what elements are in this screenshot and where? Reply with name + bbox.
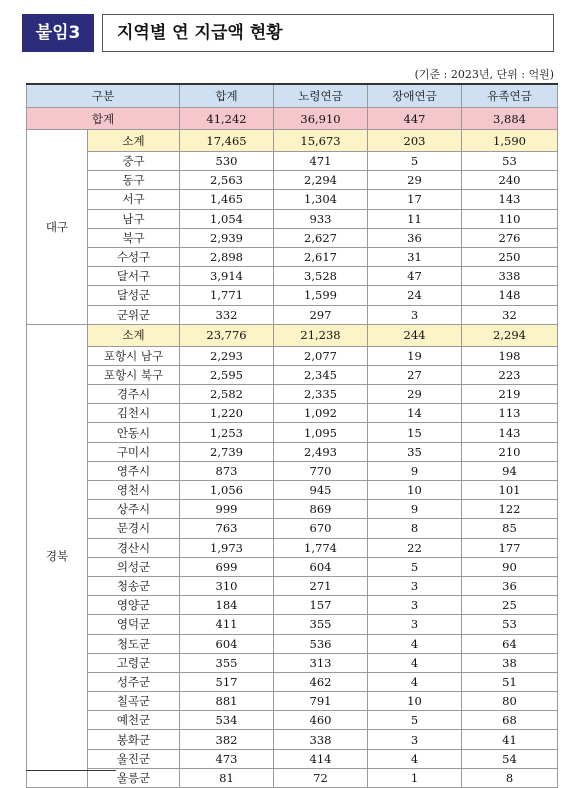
table-row <box>27 365 558 384</box>
district-name: 중구 <box>88 152 180 171</box>
district-name: 울릉군 <box>88 768 180 787</box>
table-row <box>27 672 558 691</box>
district-name: 성주군 <box>88 672 180 691</box>
table-cell: 143 <box>462 423 558 442</box>
table-cell: 462 <box>274 672 368 691</box>
table-cell: 2,335 <box>274 385 368 404</box>
table-row <box>27 461 558 480</box>
title-box <box>102 14 554 52</box>
table-cell: 414 <box>274 749 368 768</box>
table-cell: 10 <box>368 692 462 711</box>
table-cell: 32 <box>462 305 558 324</box>
subtotal-cell: 203 <box>368 130 462 152</box>
table-row <box>27 404 558 423</box>
table-cell: 355 <box>180 653 274 672</box>
table-cell: 53 <box>462 152 558 171</box>
table-row <box>27 152 558 171</box>
district-name: 고령군 <box>88 653 180 672</box>
table-cell: 1,465 <box>180 190 274 209</box>
district-name: 경산시 <box>88 538 180 557</box>
table-cell: 10 <box>368 481 462 500</box>
table-cell: 2,493 <box>274 442 368 461</box>
table-cell: 80 <box>462 692 558 711</box>
table-cell: 35 <box>368 442 462 461</box>
table-cell: 1,771 <box>180 286 274 305</box>
table-cell: 276 <box>462 228 558 247</box>
table-cell: 31 <box>368 247 462 266</box>
column-header: 유족연금 <box>462 84 558 108</box>
table-row <box>27 481 558 500</box>
district-name: 영주시 <box>88 461 180 480</box>
district-name: 서구 <box>88 190 180 209</box>
table-cell: 4 <box>368 749 462 768</box>
table-cell: 5 <box>368 152 462 171</box>
table-cell: 1,220 <box>180 404 274 423</box>
district-name: 수성구 <box>88 247 180 266</box>
column-header: 노령연금 <box>274 84 368 108</box>
subtotal-row <box>27 130 558 152</box>
table-cell: 148 <box>462 286 558 305</box>
total-row <box>27 108 558 130</box>
district-name: 문경시 <box>88 519 180 538</box>
table-row <box>27 500 558 519</box>
table-cell: 15 <box>368 423 462 442</box>
table-cell: 25 <box>462 596 558 615</box>
table-cell: 3,528 <box>274 267 368 286</box>
subtotal-cell: 23,776 <box>180 324 274 346</box>
table-cell: 24 <box>368 286 462 305</box>
district-name: 군위군 <box>88 305 180 324</box>
total-label: 합계 <box>27 108 180 130</box>
district-name: 달서구 <box>88 267 180 286</box>
column-header: 장애연금 <box>368 84 462 108</box>
table-cell: 85 <box>462 519 558 538</box>
table-row <box>27 538 558 557</box>
district-name: 동구 <box>88 171 180 190</box>
district-name: 칠곡군 <box>88 692 180 711</box>
district-name: 김천시 <box>88 404 180 423</box>
subtotal-cell: 21,238 <box>274 324 368 346</box>
table-cell: 2,077 <box>274 346 368 365</box>
table-cell: 210 <box>462 442 558 461</box>
subtotal-cell: 2,294 <box>462 324 558 346</box>
table-cell: 8 <box>368 519 462 538</box>
district-name: 북구 <box>88 228 180 247</box>
table-cell: 471 <box>274 152 368 171</box>
table-cell: 933 <box>274 209 368 228</box>
column-header: 합계 <box>180 84 274 108</box>
table-cell: 699 <box>180 557 274 576</box>
district-name: 안동시 <box>88 423 180 442</box>
table-cell: 530 <box>180 152 274 171</box>
table-cell: 198 <box>462 346 558 365</box>
table-cell: 2,627 <box>274 228 368 247</box>
table-cell: 68 <box>462 711 558 730</box>
table-cell: 94 <box>462 461 558 480</box>
table-cell: 310 <box>180 576 274 595</box>
table-row <box>27 711 558 730</box>
table-cell: 999 <box>180 500 274 519</box>
table-cell: 1,054 <box>180 209 274 228</box>
table-cell: 5 <box>368 557 462 576</box>
total-cell: 36,910 <box>274 108 368 130</box>
table-cell: 29 <box>368 385 462 404</box>
table-cell: 113 <box>462 404 558 423</box>
table-cell: 3 <box>368 305 462 324</box>
page-header <box>22 14 554 52</box>
table-cell: 332 <box>180 305 274 324</box>
table-cell: 64 <box>462 634 558 653</box>
table-cell: 9 <box>368 500 462 519</box>
table-row <box>27 557 558 576</box>
table-cell: 3 <box>368 615 462 634</box>
table-cell: 53 <box>462 615 558 634</box>
total-cell: 447 <box>368 108 462 130</box>
district-name: 울진군 <box>88 749 180 768</box>
table-cell: 1,092 <box>274 404 368 423</box>
table-cell: 2,898 <box>180 247 274 266</box>
table-cell: 881 <box>180 692 274 711</box>
table-cell: 2,939 <box>180 228 274 247</box>
table-row <box>27 267 558 286</box>
table-cell: 2,582 <box>180 385 274 404</box>
unit-note: (기준 : 2023년, 단위 : 억원) <box>414 68 554 81</box>
table-cell: 355 <box>274 615 368 634</box>
district-name: 청도군 <box>88 634 180 653</box>
table-row <box>27 442 558 461</box>
district-name: 남구 <box>88 209 180 228</box>
attachment-badge: 붙임3 <box>22 14 94 52</box>
column-header: 구분 <box>27 84 180 108</box>
table-cell: 3 <box>368 576 462 595</box>
table-cell: 2,563 <box>180 171 274 190</box>
table-cell: 945 <box>274 481 368 500</box>
table-cell: 250 <box>462 247 558 266</box>
table-cell: 177 <box>462 538 558 557</box>
region-label: 대구 <box>27 130 88 325</box>
table-row <box>27 346 558 365</box>
table-cell: 22 <box>368 538 462 557</box>
table-cell: 157 <box>274 596 368 615</box>
table-cell: 8 <box>462 768 558 787</box>
table-cell: 17 <box>368 190 462 209</box>
table-cell: 240 <box>462 171 558 190</box>
district-name: 포항시 남구 <box>88 346 180 365</box>
table-cell: 1 <box>368 768 462 787</box>
district-name: 봉화군 <box>88 730 180 749</box>
table-cell: 2,293 <box>180 346 274 365</box>
table-cell: 338 <box>462 267 558 286</box>
subtotal-cell: 15,673 <box>274 130 368 152</box>
table-row <box>27 171 558 190</box>
table-cell: 3 <box>368 596 462 615</box>
table-cell: 5 <box>368 711 462 730</box>
total-cell: 41,242 <box>180 108 274 130</box>
table-cell: 72 <box>274 768 368 787</box>
table-cell: 313 <box>274 653 368 672</box>
table-header-row <box>27 84 558 108</box>
table-cell: 219 <box>462 385 558 404</box>
subtotal-row <box>27 324 558 346</box>
table-row <box>27 768 558 787</box>
table-cell: 604 <box>274 557 368 576</box>
table-row <box>27 190 558 209</box>
table-row <box>27 519 558 538</box>
table-row <box>27 209 558 228</box>
table-cell: 38 <box>462 653 558 672</box>
table-cell: 81 <box>180 768 274 787</box>
table-row <box>27 423 558 442</box>
district-name: 구미시 <box>88 442 180 461</box>
subtotal-label: 소계 <box>88 130 180 152</box>
table-cell: 604 <box>180 634 274 653</box>
table-cell: 4 <box>368 634 462 653</box>
table-cell: 3,914 <box>180 267 274 286</box>
table-cell: 54 <box>462 749 558 768</box>
table-row <box>27 385 558 404</box>
table-cell: 1,253 <box>180 423 274 442</box>
region-label: 경북 <box>27 324 88 787</box>
table-cell: 534 <box>180 711 274 730</box>
table-cell: 2,294 <box>274 171 368 190</box>
table-cell: 297 <box>274 305 368 324</box>
subtotal-cell: 17,465 <box>180 130 274 152</box>
table-row <box>27 749 558 768</box>
table-cell: 1,056 <box>180 481 274 500</box>
table-cell: 517 <box>180 672 274 691</box>
table-cell: 101 <box>462 481 558 500</box>
table-row <box>27 692 558 711</box>
table-cell: 110 <box>462 209 558 228</box>
footnote-divider <box>26 770 116 771</box>
table-row <box>27 305 558 324</box>
table-cell: 1,095 <box>274 423 368 442</box>
table-body <box>27 108 558 788</box>
payment-table <box>26 83 558 788</box>
table-cell: 411 <box>180 615 274 634</box>
table-cell: 184 <box>180 596 274 615</box>
district-name: 예천군 <box>88 711 180 730</box>
table-cell: 338 <box>274 730 368 749</box>
table-row <box>27 634 558 653</box>
table-cell: 873 <box>180 461 274 480</box>
table-cell: 1,599 <box>274 286 368 305</box>
table-cell: 29 <box>368 171 462 190</box>
table-cell: 2,595 <box>180 365 274 384</box>
table-cell: 770 <box>274 461 368 480</box>
table-cell: 4 <box>368 672 462 691</box>
table-row <box>27 286 558 305</box>
table-cell: 3 <box>368 730 462 749</box>
table-row <box>27 576 558 595</box>
table-cell: 1,304 <box>274 190 368 209</box>
table-row <box>27 730 558 749</box>
table-cell: 90 <box>462 557 558 576</box>
table-cell: 41 <box>462 730 558 749</box>
table-row <box>27 596 558 615</box>
table-cell: 143 <box>462 190 558 209</box>
table-cell: 14 <box>368 404 462 423</box>
table-row <box>27 228 558 247</box>
table-cell: 763 <box>180 519 274 538</box>
subtotal-label: 소계 <box>88 324 180 346</box>
table-cell: 2,739 <box>180 442 274 461</box>
table-cell: 36 <box>368 228 462 247</box>
district-name: 포항시 북구 <box>88 365 180 384</box>
district-name: 의성군 <box>88 557 180 576</box>
district-name: 영양군 <box>88 596 180 615</box>
district-name: 청송군 <box>88 576 180 595</box>
table-cell: 9 <box>368 461 462 480</box>
table-cell: 19 <box>368 346 462 365</box>
total-cell: 3,884 <box>462 108 558 130</box>
district-name: 영천시 <box>88 481 180 500</box>
table-cell: 36 <box>462 576 558 595</box>
district-name: 상주시 <box>88 500 180 519</box>
district-name: 경주시 <box>88 385 180 404</box>
page-title: 지역별 연 지급액 현황 <box>117 23 283 43</box>
district-name: 달성군 <box>88 286 180 305</box>
subtotal-cell: 1,590 <box>462 130 558 152</box>
table-cell: 2,617 <box>274 247 368 266</box>
table-cell: 47 <box>368 267 462 286</box>
table-cell: 382 <box>180 730 274 749</box>
table-cell: 271 <box>274 576 368 595</box>
table-cell: 1,774 <box>274 538 368 557</box>
table-cell: 11 <box>368 209 462 228</box>
table-cell: 460 <box>274 711 368 730</box>
table-cell: 670 <box>274 519 368 538</box>
table-row <box>27 653 558 672</box>
table-cell: 51 <box>462 672 558 691</box>
table-row <box>27 615 558 634</box>
table-row <box>27 247 558 266</box>
table-cell: 1,973 <box>180 538 274 557</box>
table-cell: 791 <box>274 692 368 711</box>
table-cell: 869 <box>274 500 368 519</box>
table-cell: 122 <box>462 500 558 519</box>
table-cell: 473 <box>180 749 274 768</box>
table-cell: 4 <box>368 653 462 672</box>
district-name: 영덕군 <box>88 615 180 634</box>
table-cell: 27 <box>368 365 462 384</box>
table-cell: 536 <box>274 634 368 653</box>
table-cell: 223 <box>462 365 558 384</box>
table-cell: 2,345 <box>274 365 368 384</box>
subtotal-cell: 244 <box>368 324 462 346</box>
